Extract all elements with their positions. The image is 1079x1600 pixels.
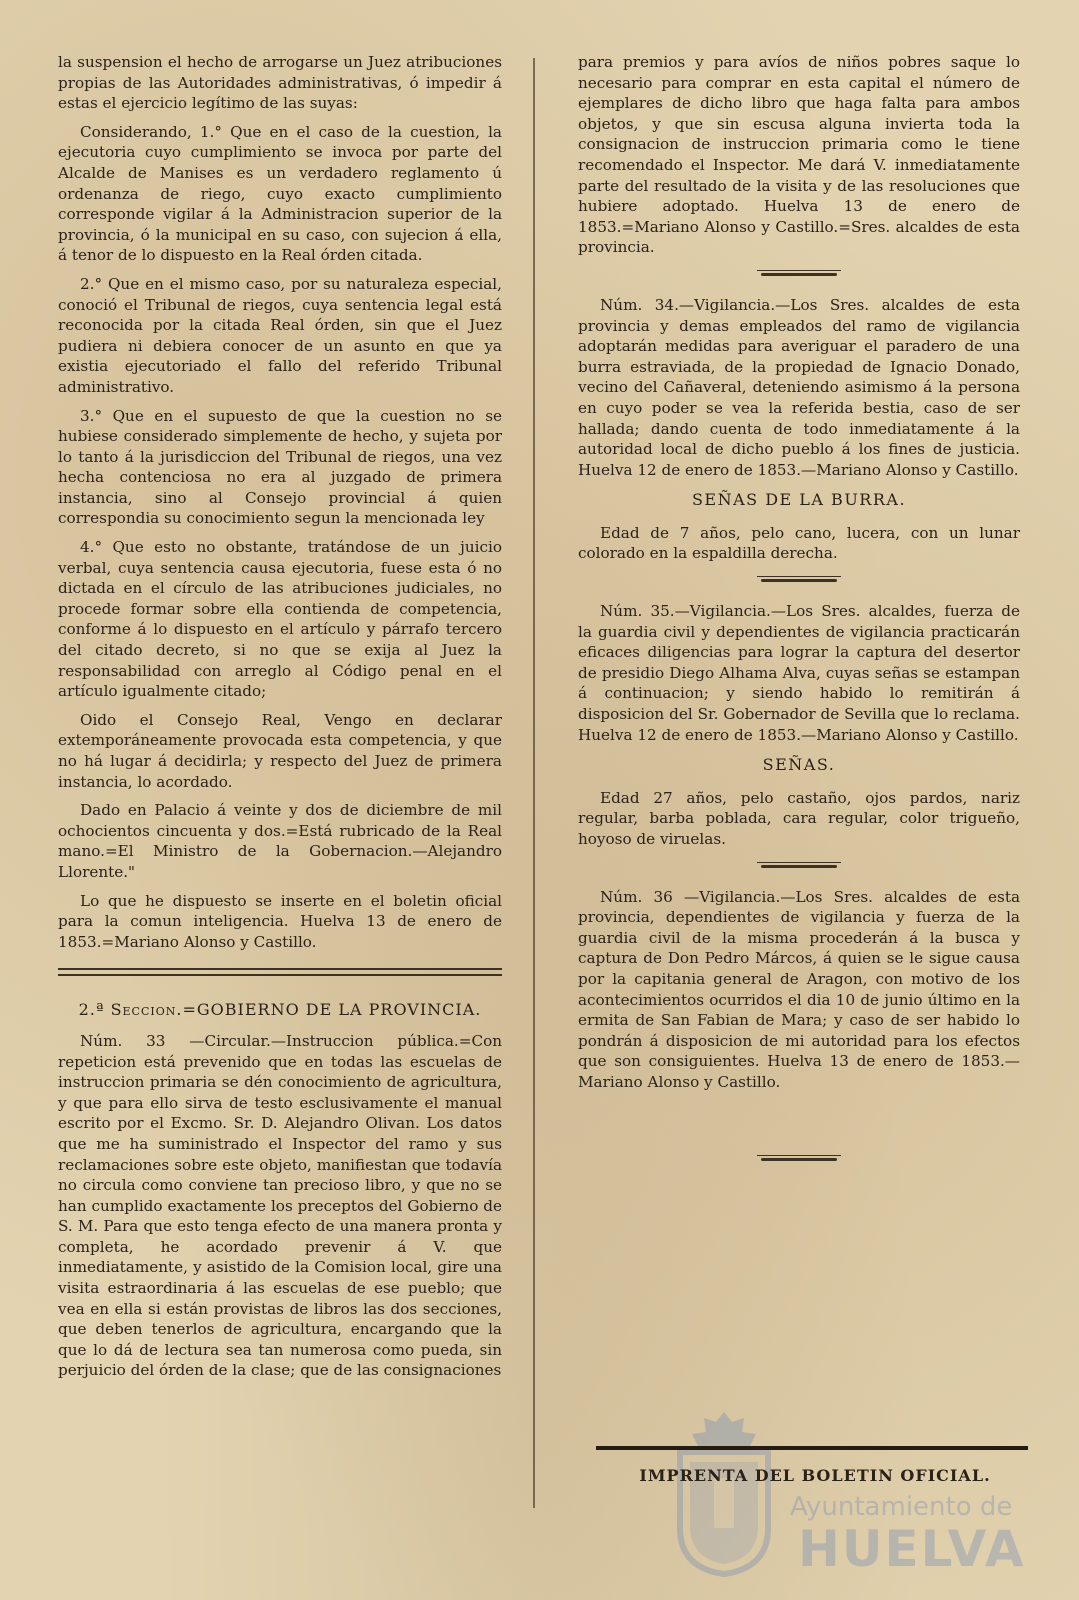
ornament-divider: [757, 574, 841, 583]
imprint-line: IMPRENTA DEL BOLETIN OFICIAL.: [639, 1466, 991, 1485]
paragraph: 4.° Que esto no obstante, tratándose de un juicio verbal, cuya sentencia causa ejecutoria, fuese esta ó no dictada en el círculo de las atribuciones judiciales, no procede formar sobre ella contienda de competencia, conforme á lo dispuesto en el artículo y párrafo tercero del citado decreto, si no que se exija al Juez la responsabilidad con arreglo al Código penal en el artículo igualmente citado;: [58, 538, 502, 701]
crest-icon: [670, 1408, 778, 1578]
section-heading: [58, 1000, 502, 1021]
watermark-line-1: Ayuntamiento de: [790, 1492, 1013, 1522]
ornament-divider: [757, 268, 841, 277]
paragraph: la suspension el hecho de arrogarse un Juez atribuciones propias de las Autoridades administrativas, ó impedir á estas el ejercicio legítimo de las suyas:: [58, 53, 502, 113]
paragraph: Edad de 7 años, pelo cano, lucera, con un lunar colorado en la espaldilla derecha.: [578, 523, 1020, 563]
paragraph: Considerando, 1.° Que en el caso de la cuestion, la ejecutoria cuyo cumplimiento se invoca por parte del Alcalde de Manises es un verdadero reglamento ú ordenanza de riego, cuyo exacto cumplimiento corresponde vigilar á la Administracion superior de la provincia, ó la municipal en su caso, con sujecion á ella, á tenor de lo dispuesto en la Real órden citada.: [58, 122, 502, 265]
paragraph: Dado en Palacio á veinte y dos de diciembre de mil ochocientos cincuenta y dos.=Está rubricado de la Real mano.=El Ministro de la Gobernacion.—Alejandro Llorente.": [58, 801, 502, 881]
paragraph: Oido el Consejo Real, Vengo en declarar extemporáneamente provocada esta competencia, y que no há lugar á decidirla; y respecto del Juez de primera instancia, lo acordado.: [58, 710, 502, 791]
paragraph: para premios y para avíos de niños pobres saque lo necesario para comprar en esta capital el número de ejemplares de dicho libro que haga falta para ambos objetos, y que sin escusa alguna invierta toda la consignacion de instruccion primaria como le tiene recomendado el Inspector. Me dará V. inmediatamente parte del resultado de la visita y de las resoluciones que hubiere adoptado. Huelva 13 de enero de 1853.=Mariano Alonso y Castillo.=Sres. alcaldes de esta provincia.: [578, 53, 1020, 257]
subheading: SEÑAS DE LA BURRA.: [691, 490, 907, 510]
watermark-line-2: HUELVA: [798, 1520, 1026, 1578]
column-divider: [533, 58, 535, 1508]
ornament-divider: [757, 1153, 841, 1162]
right-column: [578, 52, 1020, 1180]
paragraph: Núm. 35.—Vigilancia.—Los Sres. alcaldes, fuerza de la guardia civil y dependientes de vigilancia practicarán eficaces diligencias para lograr la captura del desertor de presidio Diego Alhama Alva, cuyas señas se estampan á continuacion; y siendo habido lo remitirán á disposicion del Sr. Gobernador de Sevilla que lo reclama. Huelva 12 de enero de 1853.—Mariano Alonso y Castillo.: [578, 602, 1020, 744]
section-divider: [58, 964, 502, 982]
paragraph: Lo que he dispuesto se inserte en el boletin oficial para la comun inteligencia. Huelva 13 de enero de 1853.=Mariano Alonso y Castillo.: [58, 891, 502, 951]
section-title: =GOBIERNO DE LA PROVINCIA.: [182, 1000, 482, 1020]
paragraph: Núm. 34.—Vigilancia.—Los Sres. alcaldes de esta provincia y demas empleados del ramo de vigilancia adoptarán medidas para averiguar el paradero de una burra estraviada, de la propiedad de Ignacio Donado, vecino del Cañaveral, deteniendo asimismo á la persona en cuyo poder se vea la referida bestia, caso de ser hallada; dando cuenta de todo inmediatamente á la autoridad local de dicho pueblo á los fines de justicia. Huelva 12 de enero de 1853.—Mariano Alonso y Castillo.: [578, 295, 1020, 479]
ornament-divider: [757, 860, 841, 869]
watermark: [670, 1400, 1030, 1590]
paragraph: 2.° Que en el mismo caso, por su naturaleza especial, conoció el Tribunal de riegos, cuya sentencia legal está reconocida por la citada Real órden, sin que el Juez pudiera ni debiera conocer de un asunto en que ya existia ejecutoriado el fallo del referido Tribunal administrativo.: [58, 274, 502, 396]
paragraph: 3.° Que en el supuesto de que la cuestion no se hubiese considerado simplemente de hecho, y sujeta por lo tanto á la jurisdiccion del Tribunal de riegos, una vez hecha contenciosa no era al juzgado de primera instancia, sino al Consejo provincial á quien correspondia su conocimiento segun la mencionada ley: [58, 406, 502, 528]
subheading: SEÑAS.: [762, 755, 836, 775]
bottom-rule: [596, 1446, 1028, 1450]
paragraph: Núm. 36 —Vigilancia.—Los Sres. alcaldes de esta provincia, dependientes de vigilancia y fuerza de la guardia civil de la misma procederán á la busca y captura de Don Pedro Márcos, á quien se le sigue causa por la capitania general de Aragon, con motivo de los acontecimientos ocurridos el dia 10 de junio último en la ermita de San Fabian de Mara; y caso de ser habido lo pondrán á disposicion de mi autoridad para los efectos que son consiguientes. Huelva 13 de enero de 1853.—Mariano Alonso y Castillo.: [578, 887, 1020, 1091]
paragraph: Edad 27 años, pelo castaño, ojos pardos, nariz regular, barba poblada, cara regular, color trigueño, hoyoso de viruelas.: [578, 788, 1020, 848]
paragraph: Núm. 33 —Circular.—Instruccion pública.=Con repeticion está prevenido que en todas las escuelas de instruccion primaria se dén conocimiento de agricultura, y que para ello sirva de testo esclusivamente el manual escrito por el Excmo. Sr. D. Alejandro Olivan. Los datos que me ha suministrado el Inspector del ramo y sus reclamaciones sobre este objeto, manifiestan que todavía no circula como conviene tan precioso libro, y que no se han cumplido exactamente los preceptos del Gobierno de S. M. Para que esto tenga efecto de una manera pronta y completa, he acordado prevenir á V. que inmediatamente, y asistido de la Comision local, gire una visita estraordinaria á las escuelas de ese pueblo; que vea en ella si están provistas de libros las dos secciones, que deben tenerlos de agricultura, encargando que la que lo dá de lectura sea tan numerosa como pueda, sin perjuicio del órden de la clase; que de las consignaciones: [58, 1031, 502, 1380]
left-column: [58, 52, 502, 1389]
section-prefix: 2.ª Seccion.: [78, 1000, 183, 1020]
